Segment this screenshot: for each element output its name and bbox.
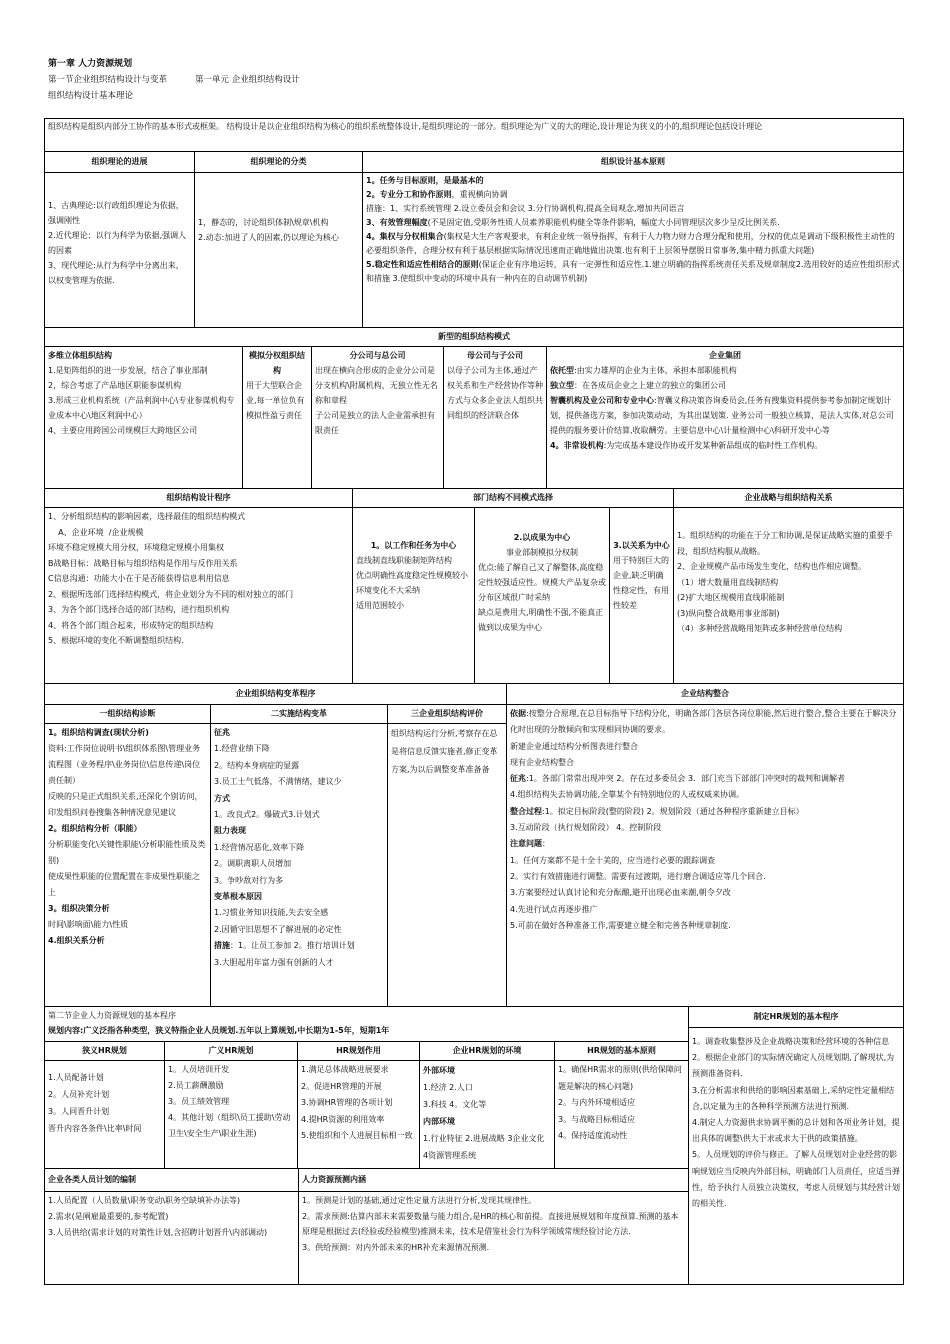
- item-key: 阻力表现: [214, 826, 246, 836]
- hr-section-box: [44, 1006, 689, 1042]
- list-item: [48, 933, 207, 949]
- list-item: [214, 905, 384, 921]
- program-box: [44, 507, 353, 684]
- list-item: [366, 188, 900, 202]
- list-item: B战略目标：战略目标与组织结构是作用与反作用关系: [48, 558, 238, 568]
- list-item: (3)纵向整合战略用事业部制): [677, 608, 780, 618]
- box-title: 分公司与总公司: [349, 351, 406, 360]
- list-item: [366, 216, 900, 230]
- list-item: [48, 741, 207, 789]
- intro-text: 组织结构是组织内部分工协作的基本形式或框架。 结构设计是以企业组织结构为核心的组织系统整体设计,是组织理论的一部分。组织理论为广义的大的理论,设计理论为狭义的小的,组织理论包括设计理论: [48, 122, 763, 131]
- item-text: 3.大胆起用年富力强有创新的人才: [214, 957, 334, 967]
- env-box: [419, 1060, 555, 1169]
- list-item: [214, 889, 384, 905]
- role-box: [297, 1060, 420, 1169]
- list-item: A、企业环境 /企业规模: [48, 527, 144, 537]
- box-title: 多维立体组织结构: [48, 351, 112, 360]
- list-item: 3.形成三业机构系统（产品利润中心\专业参谋机构专业成本中心\地区利润中心）: [48, 396, 235, 420]
- branch-box: [311, 346, 444, 489]
- dept-task-box: [352, 507, 475, 684]
- list-item: [510, 787, 900, 803]
- item-text: :智囊义称决策咨询委员会,任务有搜集资料提供参考参加制定规划计划，提供备选方案，参加决策动动，为其出谋划策. 业务公司一般独立核算，是法人实体,对总公司提供的服务要计价结算,收取酬劳。主要信息中心\计量检测中心\科研开发中心等: [550, 396, 894, 435]
- item-text: (不是固定值,受职务性质人员素养职能机构健全等条件影响，幅度大小同管理层次多少呈反比例关系.: [427, 218, 780, 227]
- env-header: 企业HR规划的环境: [419, 1041, 555, 1061]
- list-item: 1。调查收集整涉及企业战略决策和经营环境的各种信息2。根据企业部门的实际情况确定人员规划期,了解现状,为预测准备资料.: [692, 1037, 895, 1079]
- list-item: 缺点是费用大,明确性不强,不能真正做到以成果为中心: [478, 608, 604, 632]
- item-text: ：: [542, 839, 550, 849]
- item-key: 3。组织决策分析: [48, 904, 110, 913]
- list-item: 出现在横向合形成的企业分公司是分支机构\附属机构，无独立性无名称和章程: [315, 366, 438, 405]
- list-item: 3、为各个部门选择合适的部门结构，进行组织机构: [48, 605, 230, 614]
- broad-box: [164, 1060, 298, 1169]
- list-item: [510, 820, 900, 836]
- list-item: 1。人员培训开发: [168, 1065, 230, 1074]
- list-item: 3.协调HR管理的各项计划: [301, 1098, 393, 1107]
- list-item: [214, 725, 384, 741]
- box-title: 模拟分权组织结构: [249, 351, 305, 375]
- box-title: 2.以成果为中心: [513, 533, 571, 542]
- list-item: 2.需求(是阐雇最重要的,参考配置): [48, 1212, 169, 1221]
- item-key: 4。集权与分权相集合: [366, 232, 444, 241]
- item-text: :为完成基本建设作协或开发某种新品组成的临时性工作机构。: [603, 441, 823, 450]
- list-item: 2.动态:加进了人的因素,仍以理论为核心: [198, 233, 339, 242]
- section-line: [48, 72, 904, 88]
- list-item: 2。需求预测:估算内部未来需要数量与能力组合,是HR的核心和前提。直接进展规划和年度预算.预测的基本原理是根据过去(经验或经验模型)推测未来，技术是借鉴社会行为科学领域常规经验讨论方法.: [302, 1211, 679, 1236]
- list-item: [214, 938, 384, 954]
- box-title: 1。以工作和任务为中心: [370, 541, 457, 550]
- list-item: [423, 1113, 551, 1130]
- list-item: [510, 885, 900, 901]
- list-item: 2.近代理论：以行为科学为依据,强调人的因素: [48, 231, 187, 255]
- item-text: 2。调职离职人员增加: [214, 859, 292, 869]
- item-key: 内部环境: [423, 1117, 455, 1126]
- list-item: [214, 807, 384, 823]
- list-item: [366, 174, 900, 188]
- list-item: [366, 202, 900, 216]
- item-text: 1.经营情况恶化,效率下降: [214, 842, 305, 852]
- item-text: 使成果性职能的位置配置在非成果性职能之上: [48, 872, 200, 897]
- list-item: [510, 869, 900, 885]
- item-key: 2。组织结构分析（职能）: [48, 824, 142, 833]
- list-item: [510, 755, 900, 771]
- item-text: :1。各部门常常出现冲突 2。存在过多委员会 3．部门充当下部部门冲突时的裁判和调解者: [526, 774, 846, 784]
- item-key: 整合过程: [510, 806, 542, 816]
- item-key: 智囊机构及业公司和专业中心: [550, 396, 654, 405]
- list-item: [423, 1079, 551, 1096]
- list-item: [550, 393, 900, 438]
- item-text: 1。任何方案都不是十全十美的，应当进行必要的跟踪调查: [510, 855, 716, 865]
- theory-class-box: [194, 172, 363, 328]
- box-title: 企业集团: [709, 351, 741, 360]
- list-item: 4、主要应用跨国公司规模巨大跨地区公司: [48, 426, 198, 435]
- list-item: 1。组织结构的功能在于分工和协调,是保证战略实施的重要手段，组织结构服从战略。: [677, 531, 893, 556]
- list-item: 4。保持适度流动性: [558, 1131, 628, 1140]
- item-text: 1.经营业绩下降: [214, 744, 270, 754]
- item-key: 1。任务与目标原则，是最基本的: [366, 176, 484, 185]
- list-item: 晋升内容各条件\比率\时间: [48, 1124, 142, 1133]
- list-item: 1，静态的，讨论组织体制\规章\机构: [198, 218, 329, 227]
- item-text: ：1。让员工参加 2。推行培训计划: [230, 941, 355, 951]
- principle-header: HR规划的基本原则: [554, 1041, 689, 1061]
- narrow-box: [44, 1060, 165, 1169]
- design-principle-header: 组织设计基本原则: [362, 151, 904, 173]
- document-page: [48, 56, 904, 104]
- impl-header: 二实施结构变革: [210, 704, 388, 724]
- plans-box: [44, 1191, 299, 1285]
- list-item: [48, 821, 207, 837]
- hr-section-title: 第二节企业人力资源规划的基本程序: [48, 1011, 176, 1020]
- list-item: 3。人同晋升计划: [48, 1107, 110, 1116]
- box-title: 3.以关系为中心: [613, 541, 670, 550]
- item-text: 3.方案要经过认真讨论和充分酝酿,避开出现必血来潮,朝令夕改: [510, 888, 731, 898]
- item-key: 1。组织结构调查(现状分析): [48, 728, 149, 737]
- item-key: 4.组织关系分析: [48, 936, 105, 945]
- list-item: 4。其他计划（组织\员工援助\劳动卫生\安全生产\职业生涯): [168, 1113, 291, 1138]
- list-item: 事业部制模拟分权制: [506, 548, 578, 557]
- item-text: 1。改良式2。爆破式3.计划式: [214, 810, 320, 820]
- list-item: 组织结构运行分析,考察存在总是将信息反馈实施者,修正变革方案,为以后调整变革准备备: [391, 729, 498, 774]
- list-item: 1.是矩阵组织的进一步发展，结合了事业部制: [48, 366, 208, 375]
- broad-header: 广义HR规划: [164, 1041, 298, 1061]
- list-item: 1。确保HR需求的原则(供给保障问题是解决的核心问题): [558, 1065, 682, 1091]
- item-text: 3.科技 4。文化等: [423, 1100, 487, 1109]
- list-item: [48, 837, 207, 869]
- item-text: 4.组织结构失去协调功能,全靠某个有特别地位的人或权威来协调。: [510, 790, 745, 800]
- group-box: [546, 346, 904, 489]
- eval-box: [387, 723, 507, 1007]
- list-item: C信息沟通：功能大小在于是否能获得信息利用信息: [48, 574, 230, 583]
- list-item: [48, 917, 207, 933]
- list-item: [510, 739, 900, 755]
- item-text: 1.习惯业务知识技能,失去安全感: [214, 908, 329, 918]
- list-item: [214, 741, 384, 757]
- box-title: 母公司与子公司: [467, 351, 523, 360]
- list-item: [214, 856, 384, 872]
- list-item: 4、将各个部门组合起来，形成特定的组织结构: [48, 620, 214, 630]
- new-models-header: 新型的组织结构模式: [44, 327, 904, 347]
- dept-header: 部门结构不同模式选择: [352, 488, 674, 508]
- list-item: [214, 840, 384, 856]
- list-item: [510, 804, 900, 820]
- list-item: [214, 791, 384, 807]
- list-item: 4.提HR资源的利用效率: [301, 1114, 385, 1124]
- list-item: [510, 706, 900, 739]
- list-item: 1.人员配置（人员数量\职务变动\职务空缺填补办法等): [48, 1196, 241, 1205]
- item-text: :1。拟定目标阶段(整的阶段) 2。规划阶段（通过各种程序重新建立目标）: [542, 806, 804, 816]
- item-key: 征兆: [510, 774, 526, 784]
- item-text: 新建企业通过结构分析图表进行整合: [510, 741, 638, 751]
- list-item: [48, 901, 207, 917]
- eval-header: 三企业组织结构评价: [387, 704, 507, 724]
- strategy-header: 企业战略与组织结构关系: [673, 488, 904, 508]
- item-key: 外部环境: [423, 1066, 455, 1075]
- list-item: 3。员工绩效管理: [168, 1097, 230, 1106]
- list-item: 环境不稳定规模大用分权，环境稳定规模小用集权: [48, 543, 224, 552]
- list-item: [510, 836, 900, 852]
- diag-header: 一组织结构诊断: [44, 704, 211, 724]
- item-text: 分析职能变化\关键性职能\分析职能性质及类别): [48, 840, 206, 865]
- impl-box: [210, 723, 388, 1007]
- list-item: （1）增大数量用直线制结构: [677, 577, 779, 587]
- design-principle-box: [362, 172, 904, 328]
- theory-progress-box: [44, 172, 195, 328]
- list-item: 2、企业规模产品市场发生变化，结构也作相应调整。: [677, 562, 867, 571]
- item-key: 征兆: [214, 728, 230, 737]
- procedure-header: 制定HR规划的基本程序: [688, 1006, 904, 1028]
- hr-content: 规划内容:广义泛指各种类型，狭义特指企业人员规划.五年以上算规划,中长期为1-5年，短期1年: [48, 1026, 390, 1035]
- list-item: [48, 869, 207, 901]
- list-item: [423, 1062, 551, 1079]
- item-text: ，重视横向协调: [451, 190, 508, 199]
- strategy-box: [673, 507, 904, 684]
- item-text: 1.经济 2.人口: [423, 1083, 473, 1092]
- list-item: 用于大型联合企业,每一单位负有模拟性盈亏责任: [246, 381, 305, 420]
- integration-box: [506, 704, 904, 1007]
- unit-title: 第一单元 企业组织结构设计: [195, 75, 300, 85]
- list-item: [214, 955, 384, 971]
- list-item: [48, 789, 207, 821]
- simulated-box: [242, 346, 312, 489]
- list-item: [510, 918, 900, 934]
- item-text: 2.因循守旧思想不了解进展的必定性: [214, 924, 342, 934]
- parent-box: [443, 346, 547, 489]
- list-item: [550, 378, 900, 393]
- narrow-header: 狭义HR规划: [44, 1041, 165, 1061]
- list-item: 用于特别巨大的企业,缺乏明确性稳定性，有用性较差: [613, 556, 669, 610]
- list-item: 1.人员配备计划: [48, 1073, 104, 1082]
- list-item: 1.满足总体战略进展要求: [301, 1065, 389, 1074]
- list-item: [48, 725, 207, 741]
- intro-box: [44, 118, 904, 152]
- chapter-title: 第一章 人力资源规划: [48, 59, 133, 69]
- item-text: 3。争吵敌对行为多: [214, 875, 284, 885]
- diag-box: [44, 723, 211, 1007]
- item-key: 2。专业分工和协作原则: [366, 190, 452, 199]
- item-text: 4.先进行试点再逐步推广: [510, 904, 598, 914]
- list-item: 优点明确性高度稳定性规模较小环境变化不大采纳: [356, 571, 468, 595]
- list-item: [214, 922, 384, 938]
- item-text: :由实力雄厚的企业为主体，承担本部职能机构: [574, 366, 737, 375]
- item-text: 2。结构本身病症的显露: [214, 760, 300, 770]
- item-key: 措施: [214, 941, 230, 951]
- list-item: 3。供给预测：对内外部未来的HR补充来源情况预测.: [302, 1242, 490, 1252]
- list-item: [214, 774, 384, 790]
- item-key: 4。非常设机构: [550, 441, 604, 450]
- topic-title: 组织结构设计基本理论: [48, 91, 134, 101]
- item-key: 独立型: [550, 381, 574, 390]
- forecast-header: 人力资源预测内涵: [298, 1168, 689, 1192]
- forecast-box: [298, 1191, 689, 1285]
- theory-class-header: 组织理论的分类: [194, 151, 363, 173]
- theory-progress-header: 组织理论的进展: [44, 151, 195, 173]
- principle-box: [554, 1060, 689, 1169]
- list-item: 以母子公司为主体,通过产权关系和生产经营协作等种方式与众多企业法人组织共同组织的经济联合体: [447, 366, 543, 420]
- list-item: [214, 823, 384, 839]
- list-item: [550, 363, 900, 378]
- item-key: 变革根本原因: [214, 892, 262, 902]
- list-item: [423, 1096, 551, 1113]
- procedure-box: [688, 1027, 904, 1285]
- list-item: [510, 902, 900, 918]
- list-item: 2。与内外环境相适应: [558, 1098, 636, 1107]
- list-item: 3.在分析需求和供给的影响因素基础上,采纳定性定量相结合,以定量为主的各种科学预测方法进行预测.: [692, 1085, 895, 1111]
- list-item: 适用范围较小: [356, 601, 404, 610]
- role-header: HR规划作用: [297, 1041, 420, 1061]
- list-item: [510, 853, 900, 869]
- list-item: 5.使组织和个人进展目标相一致: [301, 1131, 413, 1140]
- plans-header: 企业各类人员计划的编制: [44, 1168, 299, 1192]
- list-item: [423, 1130, 551, 1164]
- item-text: ：在各成员企业之上建立的独立的集团公司: [574, 381, 726, 390]
- list-item: 1、古典理论:以行政组织理论为依据，强调刚性: [48, 201, 184, 225]
- list-item: 4.制定人力资源供求协调平衡的总计划和各项业务计划，提出具体的调整\供大于求或求大于供的政策措施。: [692, 1118, 900, 1144]
- program-header: 组织结构设计程序: [44, 488, 353, 508]
- item-text: (保证企业有序地运转，具有一定弹性和适应性.1.建立明确的指挥系统责任关系及规章制度2.选用较好的适应性组织形式和措施 3.使组织中变动的环境中具有一种内在的自动调节机制): [366, 260, 900, 283]
- list-item: 3、现代理论:从行为科学中分离出来，以权变管理为依据.: [48, 261, 184, 285]
- list-item: 2。促进HR管理的开展: [301, 1081, 382, 1091]
- integration-header: 企业结构整合: [506, 683, 904, 705]
- list-item: [214, 873, 384, 889]
- list-item: 2，综合考虑了产品地区职能参谋机构: [48, 381, 182, 390]
- list-item: 2、根据所选部门选择结构模式，将企业划分为不同的相对独立的部门: [48, 589, 294, 599]
- item-key: 依托型: [550, 366, 574, 375]
- list-item: (2)扩大地区规模用直线职能制: [677, 593, 785, 602]
- item-text: :按整分合原理,在总目标指导下结构分化，明确各部门各层各岗位职能,然后进行整合,整合主要在于解决分化时出现的分散倾向和实现相同协调的要求。: [510, 709, 897, 735]
- list-item: 5、根据环境的变化不断调整组织结构.: [48, 636, 184, 645]
- change-header: 企业组织结构变革程序: [44, 683, 507, 705]
- list-item: 3。与战略目标相适应: [558, 1114, 636, 1124]
- list-item: 优点:能了解自己又了解整体,高度稳定性较强适应性。规模大产品复杂或分布区域很广时采纳: [478, 563, 606, 602]
- list-item: 直线制直线职能制矩阵结构: [356, 556, 452, 565]
- list-item: （4）多种经营战略用矩阵或多种经营单位结构: [677, 624, 843, 633]
- item-key: 方式: [214, 793, 230, 803]
- section-title: 第一节企业组织结构设计与变革: [48, 75, 168, 85]
- list-item: [550, 438, 900, 453]
- item-text: 资料:工作岗位说明书\组织体系图\管理业务流程图（业务程序\业务岗位\信息传递\岗位责任制）: [48, 744, 201, 785]
- item-text: 现有企业结构整合: [510, 757, 574, 767]
- item-text: (集权是大生产客观要求，有利企业统一领导指挥，有利于人力物力财力合理分配和使用，分权的优点是调动下级积极性主动性的必要组织条件，合理分权有利于基层根据实际情况迅速而正确地做出决策.也有利于上层领导摆脱日常事务,集中精力抓重大问题): [366, 232, 895, 255]
- list-item: [510, 771, 900, 787]
- list-item: 2。人员补充计划: [48, 1090, 110, 1099]
- list-item: 1。预测是计划的基础,通过定性定量方法进行分析,发现其规律性。: [302, 1196, 537, 1205]
- dept-result-box: [474, 507, 610, 684]
- item-text: 3.互动阶段（执行规划阶段） 4。控制阶段: [510, 823, 662, 833]
- item-text: 措施：1、实行系统管理 2.设立委员会和会议 3.分行协调机构,提高全局观念,增加共同语言: [366, 204, 685, 213]
- list-item: 1、分析组织结构的影响因素，选择最佳的组织结构模式: [48, 512, 246, 521]
- item-text: 2。实行有效措施进行调整。需要有过渡期，进行磨合调适应等几个回合.: [510, 871, 766, 881]
- list-item: [366, 230, 900, 258]
- item-text: 时间\影响面\能力\性质: [48, 920, 129, 929]
- list-item: 2.员工薪酬激励: [168, 1081, 224, 1090]
- multi-dim-box: [44, 346, 243, 489]
- list-item: 5。人员规划的评价与修正。了解人员规划对企业经营的影响规划应当反映内外部目标，明确部门人员责任，应适当弹性，给予执行人员独立决策权，考虑人员规划与其经营计划的相关性.: [692, 1150, 900, 1209]
- list-item: [214, 758, 384, 774]
- list-item: [366, 258, 900, 286]
- item-key: 注意问题: [510, 839, 542, 849]
- item-key: 5.稳定性和适应性相结合的原则: [366, 260, 479, 269]
- item-text: 5.可前在做好各种准备工作,需要建立健全和完善各种规章制度.: [510, 920, 731, 930]
- item-text: 1.行业特征 2.进展战略 3企业文化 4资源管理系统: [423, 1134, 545, 1160]
- item-text: 3.员工士气低落，不满情绪，建议少: [214, 777, 342, 787]
- item-key: 3、有效管理幅度: [366, 218, 428, 227]
- dept-relation-box: [609, 507, 674, 684]
- item-key: 依据: [510, 709, 526, 718]
- list-item: 3.人员供给(需求计划的对策性计划,含招聘计划晋升\内部调动): [48, 1228, 268, 1237]
- item-text: 反映的只是正式组织关系,还深化个别访问，印发组织问卷搜集各种情况意见建议: [48, 792, 203, 817]
- list-item: 子公司是独立的法人企业需承担有限责任: [315, 411, 435, 435]
